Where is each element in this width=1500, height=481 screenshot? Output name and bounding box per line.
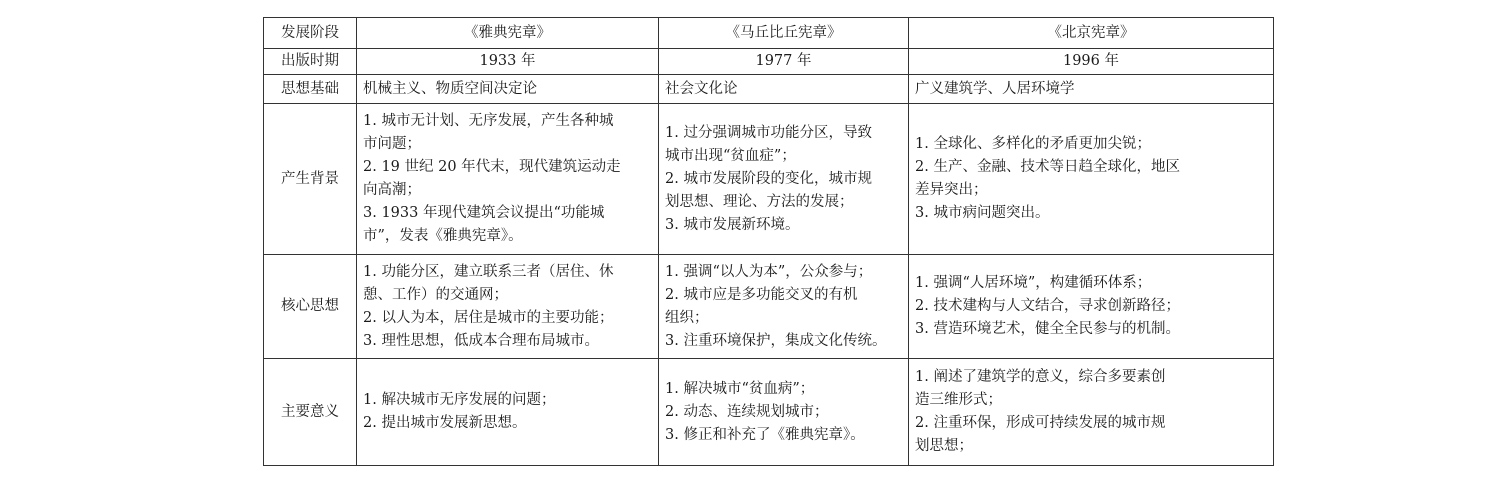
- cell-line: 划思想、理论、方法的发展；: [665, 193, 854, 210]
- cell-line: 1. 强调“以人为本”，公众参与；: [665, 263, 873, 280]
- row-label: 主要意义: [264, 359, 357, 466]
- cell-line: 2. 生产、金融、技术等日趋全球化，地区: [915, 159, 1180, 175]
- cell-athens: [357, 359, 659, 466]
- cell-line: 3. 注重环境保护，集成文化传统。: [665, 332, 887, 349]
- cell-machu-picchu: [659, 104, 909, 255]
- cell-athens: [357, 104, 659, 255]
- cell-line: 3. 城市发展新环境。: [665, 216, 800, 233]
- cell-line: 造三维形式；: [915, 392, 1002, 408]
- cell-line: 城市出现“贫血症”；: [665, 147, 796, 164]
- cell-athens: [357, 255, 659, 359]
- cell-line: 1. 城市无计划、无序发展，产生各种城: [363, 113, 614, 129]
- cell-line: 3. 城市病问题突出。: [915, 205, 1050, 221]
- cell-beijing: [909, 255, 1274, 359]
- cell-line: 2. 城市发展阶段的变化，城市规: [665, 170, 872, 187]
- cell-line: 3. 修正和补充了《雅典宪章》。: [665, 426, 865, 443]
- cell-line: 2. 注重环保，形成可持续发展的城市规: [915, 415, 1166, 431]
- cell-machu-picchu: [659, 49, 909, 75]
- row-significance: [264, 359, 1274, 466]
- cell-line: 2. 提出城市发展新思想。: [363, 415, 527, 431]
- row-core-ideas: [264, 255, 1274, 359]
- cell-line: 1. 阐述了建筑学的意义，综合多要素创: [915, 369, 1166, 385]
- cell-athens: [357, 49, 659, 75]
- row-ideological-basis: [264, 75, 1274, 104]
- cell-line: 广义建筑学、人居环境学: [915, 80, 1075, 97]
- cell-machu-picchu: [659, 359, 909, 466]
- cell-line: 1996 年: [1062, 53, 1119, 69]
- cell-line: 1. 强调“人居环境”，构建循环体系；: [915, 275, 1152, 291]
- cell-line: 1. 解决城市“贫血病”；: [665, 380, 815, 397]
- header-row: [264, 18, 1274, 49]
- header-stage: 发展阶段: [264, 18, 357, 49]
- header-machu-picchu-charter: 《马丘比丘宪章》: [659, 18, 909, 49]
- cell-line: 1977 年: [755, 53, 812, 69]
- cell-line: 1. 功能分区，建立联系三者（居住、休: [363, 263, 614, 280]
- cell-line: 2. 19 世纪 20 年代末，现代建筑运动走: [363, 159, 621, 175]
- cell-line: 市问题；: [363, 136, 421, 152]
- row-background: [264, 104, 1274, 255]
- cell-line: 2. 城市应是多功能交叉的有机: [665, 286, 858, 303]
- cell-line: 差异突出；: [915, 182, 988, 198]
- cell-line: 社会文化论: [665, 80, 738, 97]
- cell-line: 憩、工作）的交通网；: [363, 286, 508, 303]
- cell-line: 组织；: [665, 309, 709, 326]
- cell-line: 2. 以人为本，居住是城市的主要功能；: [363, 309, 614, 326]
- cell-line: 1. 解决城市无序发展的问题；: [363, 392, 556, 408]
- cell-beijing: [909, 359, 1274, 466]
- row-label: 核心思想: [264, 255, 357, 359]
- comparison-table-container: [263, 17, 1273, 466]
- header-beijing-charter: 《北京宪章》: [909, 18, 1274, 49]
- cell-line: 2. 技术建构与人文结合，寻求创新路径；: [915, 298, 1180, 314]
- charter-comparison-table: [263, 17, 1274, 466]
- cell-machu-picchu: [659, 75, 909, 104]
- cell-machu-picchu: [659, 255, 909, 359]
- cell-line: 3. 营造环境艺术，健全全民参与的机制。: [915, 321, 1180, 337]
- cell-line: 1. 全球化、多样化的矛盾更加尖锐；: [915, 136, 1151, 152]
- row-label: 出版时期: [264, 49, 357, 75]
- cell-line: 1933 年: [479, 53, 536, 69]
- cell-line: 3. 理性思想，低成本合理布局城市。: [363, 332, 599, 349]
- row-label: 思想基础: [264, 75, 357, 104]
- cell-line: 市”，发表《雅典宪章》。: [363, 228, 523, 244]
- cell-beijing: [909, 49, 1274, 75]
- cell-beijing: [909, 104, 1274, 255]
- cell-beijing: [909, 75, 1274, 104]
- cell-line: 2. 动态、连续规划城市；: [665, 403, 829, 420]
- cell-line: 向高潮；: [363, 182, 421, 198]
- row-label: 产生背景: [264, 104, 357, 255]
- cell-line: 划思想；: [915, 438, 973, 454]
- cell-line: 机械主义、物质空间决定论: [363, 80, 537, 97]
- header-athens-charter: 《雅典宪章》: [357, 18, 659, 49]
- row-publication-year: [264, 49, 1274, 75]
- cell-line: 3. 1933 年现代建筑会议提出“功能城: [363, 205, 605, 221]
- cell-athens: [357, 75, 659, 104]
- cell-line: 1. 过分强调城市功能分区，导致: [665, 124, 872, 141]
